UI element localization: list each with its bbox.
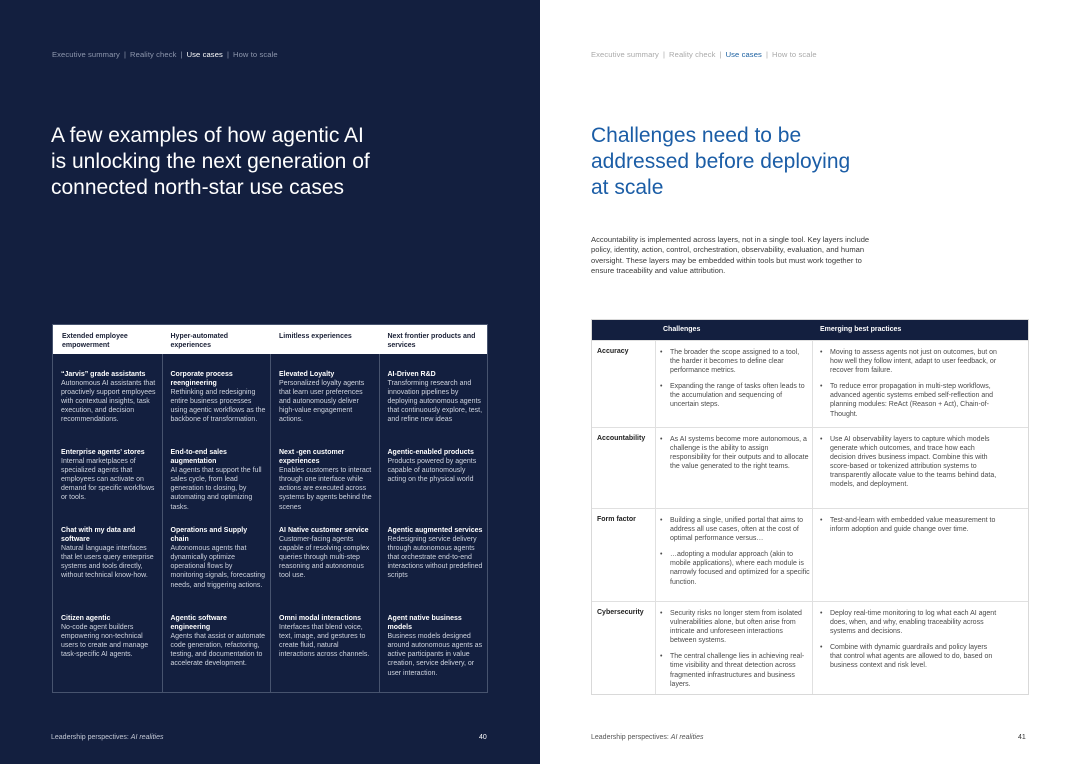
page-title: Challenges need to be addressed before deploying at scale — [591, 124, 851, 199]
footer-publication: Leadership perspectives: AI realities — [51, 734, 164, 741]
practice-item: • Use AI observability layers to capture which models generate which outcomes, and trace how each decision drives business impact. Combine this with score-based or tokenized attribution systems to transparently allocate value to the teams behind data, models, and deployment. — [820, 435, 1000, 490]
practice-item: • Deploy real-time monitoring to log what each AI agent does, when, and why, enabling traceability across systems and decisions. — [820, 609, 1000, 636]
use-case-column — [53, 354, 162, 692]
use-case-card — [279, 370, 375, 425]
column-header: Extended employee empowerment — [62, 333, 128, 349]
use-case-grid — [52, 324, 488, 693]
use-case-card — [279, 614, 375, 659]
challenges-table-header — [592, 320, 1028, 340]
page-number: 41 — [1018, 734, 1026, 741]
nav-use-cases[interactable]: Use cases — [186, 50, 223, 59]
practices-cell — [820, 609, 1000, 678]
use-case-desc: Interfaces that blend voice, text, image, and gestures to create fluid, natural interactions across channels. — [279, 624, 370, 659]
column-header-best-practices: Emerging best practices — [820, 326, 902, 333]
use-case-title: AI Native customer service — [279, 527, 369, 534]
use-case-title: End-to-end sales augmentation — [170, 449, 227, 466]
use-case-desc: Business models designed around autonomous agents as active participants in value creation, service delivery, or user interaction. — [387, 633, 483, 677]
use-case-desc: Redesigning service delivery through autonomous agents that orchestrate end-to-end interactions without predefined scripts — [387, 536, 483, 580]
use-case-card — [388, 448, 484, 484]
use-case-desc: Rethinking and redesigning entire business processes using agentic workflows as the backbone of transformation. — [170, 389, 266, 424]
challenge-item: • …adopting a modular approach (akin to mobile applications), where each module is narrowly focused and optimized for a specific function. — [660, 550, 810, 586]
use-case-grid-header — [53, 325, 487, 354]
challenges-cell — [660, 516, 810, 594]
use-case-desc: Agents that assist or automate code generation, refactoring, testing, and documentation to accelerate development. — [170, 633, 266, 668]
use-case-title: “Jarvis” grade assistants — [61, 371, 146, 378]
challenge-item: • The broader the scope assigned to a tool, the harder it becomes to define clear performance metrics. — [660, 348, 810, 375]
use-case-desc: Personalized loyalty agents that learn user preferences and autonomously deliver high-value engagement actions. — [279, 380, 365, 424]
use-case-title: Citizen agentic — [61, 615, 111, 622]
use-case-card — [61, 526, 158, 581]
table-row — [592, 340, 1028, 427]
use-case-title: Agentic augmented services — [387, 527, 483, 534]
nav-executive-summary[interactable]: Executive summary — [591, 50, 659, 59]
nav-how-to-scale[interactable]: How to scale — [772, 50, 817, 59]
use-case-title: Next -gen customer experiences — [279, 449, 345, 466]
use-case-desc: Transforming research and innovation pipelines by deploying autonomous agents that continuously explore, test, and refine new ideas — [387, 380, 483, 424]
use-case-desc: AI agents that support the full sales cycle, from lead generation to closing, by automating and optimizing tasks. — [170, 467, 262, 511]
use-case-card — [61, 370, 158, 425]
table-row — [592, 427, 1028, 508]
row-label: Form factor — [597, 516, 636, 523]
challenge-item: • Security risks no longer stem from isolated vulnerabilities alone, but often arise from intricate and unforeseen interactions between systems. — [660, 609, 810, 645]
use-case-title: AI-Driven R&D — [387, 371, 436, 378]
column-header: Limitless experiences — [279, 333, 352, 340]
use-case-card — [61, 614, 158, 659]
use-case-card — [388, 614, 484, 678]
use-case-title: Operations and Supply chain — [170, 527, 248, 544]
use-case-column — [379, 354, 488, 692]
nav-use-cases[interactable]: Use cases — [725, 50, 762, 59]
use-case-desc: Enables customers to interact through one interface while actions are executed across systems by agents behind the scenes — [279, 467, 372, 511]
nav-reality-check[interactable]: Reality check — [669, 50, 716, 59]
use-case-desc: No-code agent builders empowering non-technical users to create and manage task-specific AI agents. — [61, 624, 149, 659]
challenges-cell — [660, 609, 810, 696]
use-case-grid-body — [53, 354, 487, 692]
practice-item: • To reduce error propagation in multi-step workflows, advanced agentic systems embed self-reflection and planning modules: ReAct (Reason + Act), Chain-of-Thought. — [820, 382, 1000, 418]
use-case-card — [171, 370, 267, 425]
use-case-title: Agentic-enabled products — [387, 449, 474, 456]
use-case-column — [162, 354, 271, 692]
footer-publication: Leadership perspectives: AI realities — [591, 734, 704, 741]
table-row — [592, 601, 1028, 695]
nav-how-to-scale[interactable]: How to scale — [233, 50, 278, 59]
challenge-item: • As AI systems become more autonomous, a challenge is the ability to assign responsibility for their outputs and to allocate the value generated to the right teams. — [660, 435, 810, 471]
use-case-card — [171, 448, 267, 512]
challenges-cell — [660, 348, 810, 417]
use-case-card — [279, 448, 375, 512]
challenges-table — [591, 319, 1029, 695]
practice-item: • Combine with dynamic guardrails and policy layers that control what agents are allowed to do, based on business context and risk level. — [820, 643, 1000, 670]
breadcrumb: Executive summary | Reality check | Use cases | How to scale — [52, 50, 278, 59]
use-case-card — [171, 614, 267, 669]
breadcrumb: Executive summary | Reality check | Use cases | How to scale — [591, 50, 817, 59]
challenges-cell — [660, 435, 810, 478]
practice-item: • Test-and-learn with embedded value measurement to inform adoption and guide change over time. — [820, 516, 1000, 534]
use-case-card — [388, 370, 484, 425]
use-case-desc: Autonomous AI assistants that proactively support employees with contextual insights, task execution, and decision recommendations. — [61, 380, 156, 424]
use-case-title: Elevated Loyalty — [279, 371, 335, 378]
row-label: Cybersecurity — [597, 609, 644, 616]
use-case-card — [61, 448, 158, 503]
challenge-item: • Expanding the range of tasks often leads to the accumulation and sequencing of uncertain steps. — [660, 382, 810, 409]
table-row — [592, 508, 1028, 601]
column-header-challenges: Challenges — [663, 326, 701, 333]
page-title: A few examples of how agentic AI is unlocking the next generation of connected north-star use cases — [51, 124, 370, 199]
use-case-desc: Internal marketplaces of specialized agents that employees can activate on demand for specific workflows or tools. — [61, 458, 155, 502]
row-label: Accountability — [597, 435, 646, 442]
use-case-title: Chat with my data and software — [61, 527, 136, 544]
practice-item: • Moving to assess agents not just on outcomes, but on how well they follow intent, adapt to user feedback, or recover from failure. — [820, 348, 1000, 375]
use-case-desc: Customer-facing agents capable of resolving complex queries through multi-step reasoning and autonomous tool use. — [279, 536, 370, 580]
column-header: Next frontier products and services — [387, 333, 476, 349]
page-number: 40 — [479, 734, 487, 741]
use-case-title: Corporate process reengineering — [170, 371, 233, 388]
use-case-title: Agent native business models — [387, 615, 462, 632]
use-case-title: Agentic software engineering — [170, 615, 227, 632]
use-case-card — [171, 526, 267, 590]
challenge-item: • Building a single, unified portal that aims to address all use cases, often at the cost of optimal performance versus… — [660, 516, 810, 543]
use-case-column — [270, 354, 379, 692]
practices-cell — [820, 348, 1000, 426]
challenge-item: • The central challenge lies in achieving real-time visibility and threat detection across fragmented infrastructures and business layers. — [660, 652, 810, 688]
use-case-title: Enterprise agents’ stores — [61, 449, 145, 456]
practices-cell — [820, 435, 1000, 497]
use-case-desc: Products powered by agents capable of autonomously acting on the physical world — [387, 458, 477, 484]
practices-cell — [820, 516, 1000, 541]
use-case-desc: Natural language interfaces that let users query enterprise systems and tools directly, without technical know-how. — [61, 545, 154, 580]
column-header: Hyper-automated experiences — [170, 333, 229, 349]
use-case-card — [279, 526, 375, 581]
use-case-desc: Autonomous agents that dynamically optimize operational flows by monitoring signals, forecasting needs, and triggering actions. — [170, 545, 266, 589]
nav-executive-summary[interactable]: Executive summary — [52, 50, 120, 59]
use-case-card — [388, 526, 484, 581]
nav-reality-check[interactable]: Reality check — [130, 50, 177, 59]
use-case-title: Omni modal interactions — [279, 615, 362, 622]
row-label: Accuracy — [597, 348, 629, 355]
right-page — [540, 0, 1080, 764]
intro-paragraph: Accountability is implemented across layers, not in a single tool. Key layers include policy, identity, action, control, orchestration, observability, evaluation, and human oversight. These layers may be embedded within tools but must work together to ensure traceability and value attribution. — [591, 235, 870, 275]
